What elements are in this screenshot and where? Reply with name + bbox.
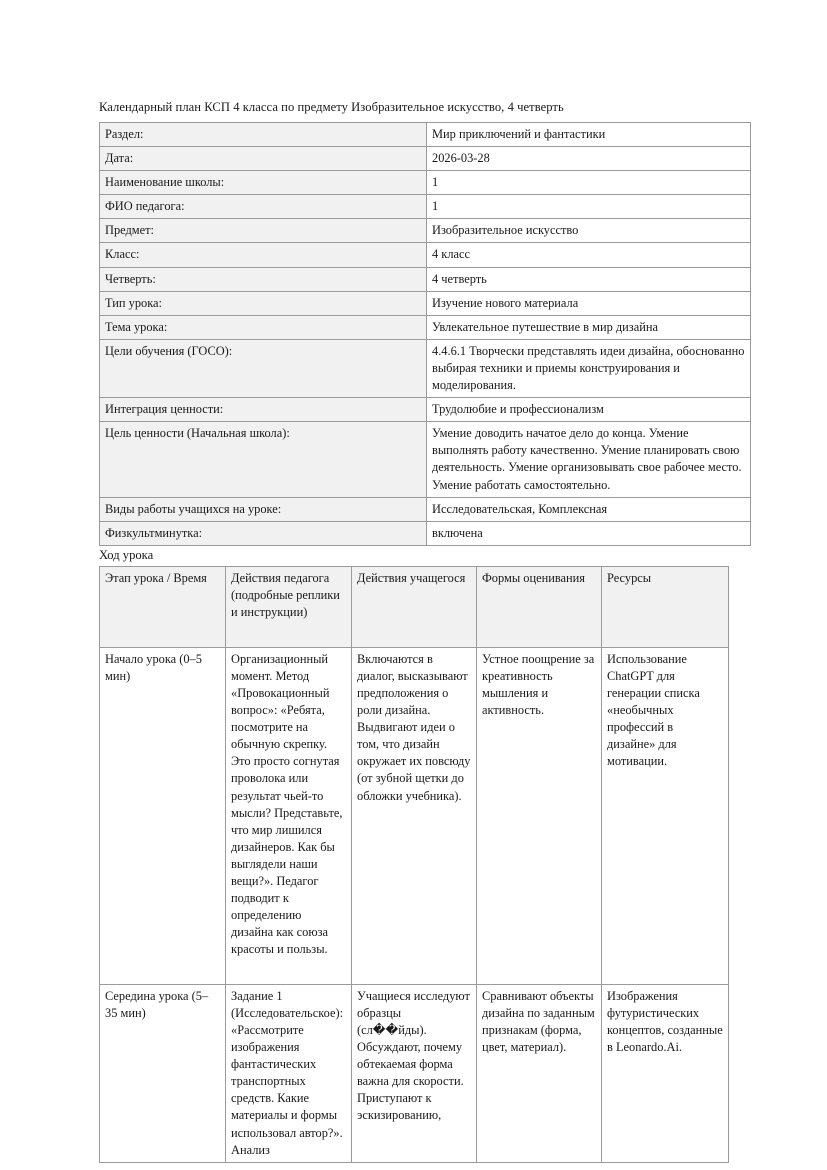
info-label: Класс: xyxy=(100,243,427,267)
column-header-stage: Этап урока / Время xyxy=(100,566,226,647)
info-value: 2026-03-28 xyxy=(427,147,751,171)
info-value: Увлекательное путешествие в мир дизайна xyxy=(427,315,751,339)
table-row xyxy=(100,195,751,219)
cell-resources: Изображения футуристических концептов, созданные в Leonardo.Ai. xyxy=(602,984,729,1162)
lesson-flow-heading: Ход урока xyxy=(99,547,154,562)
table-row xyxy=(100,147,751,171)
cell-teacher: Задание 1 (Исследовательское): «Рассмотрите изображения фантастических транспортных средств. Какие материалы и формы использовал автор?». Анализ xyxy=(226,984,352,1162)
table-row xyxy=(100,267,751,291)
table-row xyxy=(100,339,751,397)
cell-student: Учащиеся исследуют образцы (сл��йды). Обсуждают, почему обтекаемая форма важна для скорости. Приступают к эскизированию, xyxy=(352,984,477,1162)
info-value: Изобразительное искусство xyxy=(427,219,751,243)
info-label: Предмет: xyxy=(100,219,427,243)
info-value: 4.4.6.1 Творчески представлять идеи дизайна, обоснованно выбирая техники и приемы конструирования и моделирования. xyxy=(427,339,751,397)
info-label: Цель ценности (Начальная школа): xyxy=(100,422,427,497)
info-value: 1 xyxy=(427,195,751,219)
info-label: Физкультминутка: xyxy=(100,521,427,545)
lesson-flow-body xyxy=(100,647,729,1162)
lesson-flow-wrapper xyxy=(99,566,735,1163)
column-header-student: Действия учащегося xyxy=(352,566,477,647)
table-row xyxy=(100,647,729,984)
info-label: ФИО педагога: xyxy=(100,195,427,219)
cell-assessment: Сравнивают объекты дизайна по заданным признакам (форма, цвет, материал). xyxy=(477,984,602,1162)
column-header-teacher: Действия педагога (подробные реплики и инструкции) xyxy=(226,566,352,647)
info-value: Исследовательская, Комплексная xyxy=(427,497,751,521)
info-value: Умение доводить начатое дело до конца. Умение выполнять работу качественно. Умение планировать свою деятельность. Умение организовывать свое рабочее место. Умение работать самостоятельно. xyxy=(427,422,751,497)
cell-resources: Использование ChatGPT для генерации списка «необычных профессий в дизайне» для мотивации. xyxy=(602,647,729,984)
table-row xyxy=(100,243,751,267)
table-row xyxy=(100,171,751,195)
info-value: 4 четверть xyxy=(427,267,751,291)
cell-teacher: Организационный момент. Метод «Провокационный вопрос»: «Ребята, посмотрите на обычную скрепку. Это просто согнутая проволока или результат чьей-то мысли? Представьте, что мир лишился дизайнеров. Как бы выглядели наши вещи?». Педагог подводит к определению дизайна как союза красоты и пользы. xyxy=(226,647,352,984)
cell-stage: Начало урока (0–5 мин) xyxy=(100,647,226,984)
info-label: Тема урока: xyxy=(100,315,427,339)
cell-assessment: Устное поощрение за креативность мышления и активность. xyxy=(477,647,602,984)
info-label: Дата: xyxy=(100,147,427,171)
info-value: Изучение нового материала xyxy=(427,291,751,315)
table-row xyxy=(100,315,751,339)
column-header-assessment: Формы оценивания xyxy=(477,566,602,647)
table-row xyxy=(100,521,751,545)
table-row xyxy=(100,123,751,147)
column-header-resources: Ресурсы xyxy=(602,566,729,647)
lesson-flow-header xyxy=(100,566,729,647)
info-label: Тип урока: xyxy=(100,291,427,315)
info-label: Четверть: xyxy=(100,267,427,291)
info-value: 4 класс xyxy=(427,243,751,267)
info-label: Раздел: xyxy=(100,123,427,147)
info-value: 1 xyxy=(427,171,751,195)
info-value: Мир приключений и фантастики xyxy=(427,123,751,147)
table-row xyxy=(100,422,751,497)
table-row xyxy=(100,984,729,1162)
cell-stage: Середина урока (5–35 мин) xyxy=(100,984,226,1162)
table-row xyxy=(100,497,751,521)
table-header-row xyxy=(100,566,729,647)
lesson-flow-table xyxy=(99,566,729,1163)
lesson-info-body xyxy=(100,123,751,546)
info-label: Цели обучения (ГОСО): xyxy=(100,339,427,397)
info-label: Виды работы учащихся на уроке: xyxy=(100,497,427,521)
info-label: Наименование школы: xyxy=(100,171,427,195)
lesson-info-table xyxy=(99,122,751,546)
page-title: Календарный план КСП 4 класса по предмету Изобразительное искусство, 4 четверть xyxy=(99,100,564,114)
table-row xyxy=(100,291,751,315)
cell-student: Включаются в диалог, высказывают предположения о роли дизайна. Выдвигают идеи о том, что дизайн окружает их повсюду (от зубной щетки до обложки учебника). xyxy=(352,647,477,984)
info-value: Трудолюбие и профессионализм xyxy=(427,398,751,422)
info-value: включена xyxy=(427,521,751,545)
table-row xyxy=(100,219,751,243)
info-label: Интеграция ценности: xyxy=(100,398,427,422)
table-row xyxy=(100,398,751,422)
